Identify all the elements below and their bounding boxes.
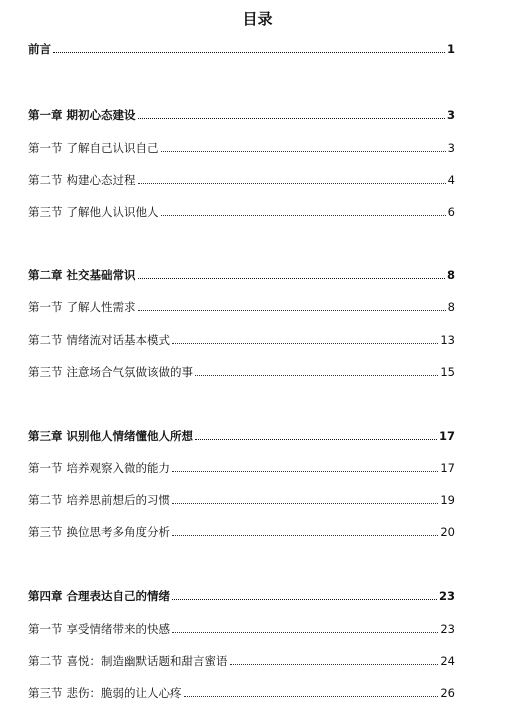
toc-section-3-1[interactable]: [28, 457, 455, 475]
toc-section-number: 第三节: [28, 205, 63, 219]
dot-leader: [161, 215, 446, 216]
toc-page-number: 17: [438, 429, 455, 443]
toc-page-number: 24: [440, 654, 455, 668]
toc-section-title: 情绪流对话基本模式: [66, 333, 170, 347]
toc-section-2-3[interactable]: [28, 361, 455, 379]
toc-section-4-1[interactable]: [28, 618, 455, 636]
toc-page-number: 23: [438, 589, 455, 603]
dot-leader: [138, 310, 446, 311]
toc-section-1-1[interactable]: [28, 137, 455, 155]
toc-page-number: 19: [440, 493, 455, 507]
toc-chapter-3[interactable]: [28, 425, 455, 443]
toc-section-number: 第一节: [28, 141, 63, 155]
toc-section-4-2[interactable]: [28, 650, 455, 668]
toc-entry-preface[interactable]: [28, 38, 455, 56]
toc-entry-label: 前言: [28, 42, 51, 56]
toc-section-number: 第二节: [28, 333, 63, 347]
toc-section-title: 享受情绪带来的快感: [66, 622, 170, 636]
toc-section-2-1[interactable]: [28, 296, 455, 314]
dot-leader: [195, 375, 438, 376]
dot-leader: [172, 471, 438, 472]
dot-leader: [138, 118, 445, 119]
toc-section-1-3[interactable]: [28, 201, 455, 219]
dot-leader: [172, 343, 438, 344]
dot-leader: [230, 664, 439, 665]
toc-page-number: 15: [440, 365, 455, 379]
toc-page-number: 17: [440, 461, 455, 475]
toc-page-number: 8: [446, 268, 455, 282]
dot-leader: [172, 599, 437, 600]
dot-leader: [184, 696, 439, 697]
toc-section-number: 第二节: [28, 654, 63, 668]
toc-page-number: 13: [440, 333, 455, 347]
toc-page-number: 3: [447, 141, 455, 155]
toc-section-number: 第一节: [28, 300, 63, 314]
dot-leader: [138, 278, 445, 279]
toc-chapter-number: 第四章: [28, 589, 63, 603]
toc-chapter-4[interactable]: [28, 585, 455, 603]
toc-chapter-title: 期初心态建设: [66, 108, 136, 122]
toc-section-number: 第一节: [28, 622, 63, 636]
toc-section-1-2[interactable]: [28, 169, 455, 187]
toc-page-number: 26: [440, 686, 455, 700]
toc-title: 目录: [242, 10, 273, 28]
toc-chapter-2[interactable]: [28, 264, 455, 282]
toc-section-3-2[interactable]: [28, 489, 455, 507]
toc-page-number: 6: [447, 205, 455, 219]
toc-section-3-3[interactable]: [28, 521, 455, 539]
toc-section-title: 了解他人认识他人: [66, 205, 159, 219]
toc-chapter-title: 合理表达自己的情绪: [66, 589, 170, 603]
toc-section-title: 了解人性需求: [66, 300, 136, 314]
toc-section-title: 了解自己认识自己: [66, 141, 159, 155]
dot-leader: [53, 52, 445, 53]
toc-section-title: 培养思前想后的习惯: [66, 493, 170, 507]
toc-section-2-2[interactable]: [28, 329, 455, 347]
toc-page-number: 20: [440, 525, 455, 539]
toc-section-title: 喜悦：制造幽默话题和甜言蜜语: [66, 654, 228, 668]
toc-chapter-number: 第二章: [28, 268, 63, 282]
toc-section-number: 第二节: [28, 173, 63, 187]
toc-chapter-number: 第三章: [28, 429, 63, 443]
toc-section-title: 培养观察入微的能力: [66, 461, 170, 475]
toc-chapter-title: 社交基础常识: [66, 268, 136, 282]
toc-section-number: 第三节: [28, 365, 63, 379]
toc-page-number: 1: [446, 42, 455, 56]
dot-leader: [161, 151, 446, 152]
toc-section-number: 第三节: [28, 686, 63, 700]
toc-section-title: 注意场合气氛做该做的事: [66, 365, 193, 379]
toc-section-title: 换位思考多角度分析: [66, 525, 170, 539]
toc-section-number: 第二节: [28, 493, 63, 507]
toc-page-number: 3: [446, 108, 455, 122]
toc-chapter-1[interactable]: [28, 104, 455, 122]
toc-section-number: 第三节: [28, 525, 63, 539]
toc-page-number: 8: [447, 300, 455, 314]
toc-page-number: 23: [440, 622, 455, 636]
dot-leader: [172, 535, 438, 536]
toc-section-title: 构建心态过程: [66, 173, 136, 187]
toc-chapter-number: 第一章: [28, 108, 63, 122]
toc-section-number: 第一节: [28, 461, 63, 475]
dot-leader: [138, 183, 446, 184]
toc-chapter-title: 识别他人情绪懂他人所想: [66, 429, 193, 443]
toc-section-title: 悲伤：脆弱的让人心疼: [66, 686, 182, 700]
toc-page-number: 4: [447, 173, 455, 187]
toc-section-4-3[interactable]: [28, 682, 455, 700]
dot-leader: [195, 439, 437, 440]
dot-leader: [172, 503, 438, 504]
dot-leader: [172, 632, 438, 633]
